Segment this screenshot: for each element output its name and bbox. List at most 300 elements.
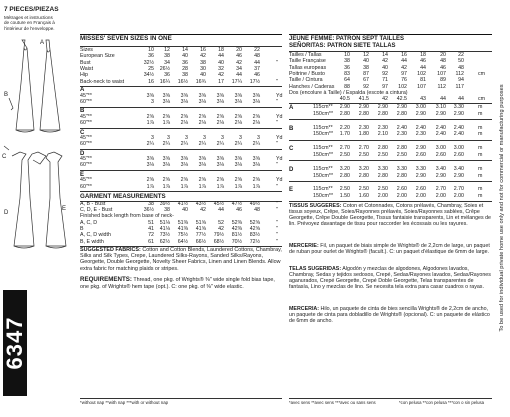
- yardage-cell: 2⅛: [198, 120, 206, 127]
- instruction-line: de couture en Français à: [4, 20, 55, 26]
- yardage-cell: 2.40: [453, 124, 464, 131]
- size-cell: 44: [401, 58, 407, 65]
- yardage-cell: 3⅛: [234, 99, 242, 106]
- size-cell: 42: [200, 53, 206, 60]
- size-cell: 94: [458, 77, 464, 84]
- requirements-label: REQUIREMENTS:: [80, 276, 132, 284]
- size-row-label: Hanches / Caderas: [289, 83, 335, 90]
- table-title: MISSES' SEVEN SIZES IN ONE: [80, 35, 172, 42]
- yardage-cell: 2.00: [396, 193, 407, 200]
- size-row-label: Bust: [80, 59, 91, 66]
- yardage-cell: 2.90: [415, 172, 426, 179]
- table-title-fr: JEUNE FEMME: PATRON SEPT TAILLES: [289, 36, 405, 42]
- view-letter: E: [289, 187, 294, 194]
- size-cell: 112: [437, 83, 446, 90]
- yardage-cell: 2.00: [415, 193, 426, 200]
- yardage-cell: 2.90: [415, 110, 426, 117]
- yardage-row-label: 45"**: [80, 177, 92, 184]
- length-cell: 64½: [177, 238, 188, 245]
- size-cell: 14: [182, 47, 188, 53]
- view-letter: E: [80, 171, 85, 178]
- size-cell: 17¼: [231, 78, 242, 85]
- size-cell: 112: [455, 70, 464, 77]
- length-cell: 62½: [159, 238, 170, 245]
- yardage-cell: 2¼: [234, 141, 242, 148]
- garment-cell: 38: [164, 207, 170, 214]
- yardage-cell: 2.90: [358, 103, 369, 110]
- french-instructions-note: [4, 15, 55, 31]
- yardage-cell: 2⅝: [252, 177, 260, 184]
- view-label-c: C: [2, 154, 7, 160]
- size-cell: 76: [401, 77, 407, 84]
- yardage-cell: 2.90: [453, 172, 464, 179]
- size-cell: 42.5: [396, 96, 407, 103]
- size-cell: 44: [458, 96, 464, 103]
- unit-mark: ": [276, 162, 278, 169]
- yardage-cell: 2¼: [216, 141, 224, 148]
- size-cell: 42: [382, 58, 388, 65]
- length-cell: 70½: [231, 238, 242, 245]
- yardage-cell: 2.40: [435, 124, 446, 131]
- unit-m: m: [478, 165, 483, 172]
- size-cell: 10: [344, 52, 350, 58]
- size-cell: 46: [254, 72, 260, 79]
- view-rule: [80, 107, 282, 108]
- size-cell: 42: [236, 59, 242, 66]
- garment-cell: 47½: [231, 200, 242, 207]
- yardage-cell: 3.30: [377, 165, 388, 172]
- yardage-cell: 2.80: [358, 110, 369, 117]
- yardage-cell: 2.40: [435, 131, 446, 138]
- view-rule: [289, 160, 492, 161]
- view-label-e: E: [62, 206, 67, 212]
- size-cell: 97: [401, 70, 407, 77]
- size-cell: 17½: [249, 78, 260, 85]
- size-cell: 10: [148, 47, 154, 53]
- yardage-cell: 3: [167, 135, 170, 141]
- yardage-row-label: 115cm**: [313, 103, 333, 110]
- size-cell: 40: [182, 53, 188, 60]
- yardage-cell: 2.80: [377, 172, 388, 179]
- size-cell: 44: [236, 72, 242, 79]
- merceria-text: Hilo, un paquete de cinta de bies sencilla Wrights® de 2,2cm de ancho, un paquete de cinta para dobladillo de Wrights® (opcional). C: un paquete de elástico de 6mm de ancho.: [289, 305, 490, 324]
- telas-label: TELAS SUGERIDAS:: [289, 265, 342, 272]
- yardage-cell: 2⅝: [162, 177, 170, 184]
- length-cell: 81½: [231, 232, 242, 239]
- suggested-fabrics-label: SUGGESTED FABRICS:: [80, 247, 141, 254]
- yardage-cell: 2¼: [162, 141, 170, 148]
- length-cell: 42: [218, 226, 224, 232]
- length-cell: 52⅜: [231, 219, 242, 226]
- size-row-label: Tailles / Tallas: [289, 52, 322, 58]
- yardage-cell: 3: [151, 99, 154, 106]
- size-cell: 71: [382, 77, 388, 84]
- size-cell: 38: [164, 53, 170, 60]
- yardage-cell: 3⅝: [234, 92, 242, 99]
- length-cell: 41: [148, 226, 154, 232]
- yardage-cell: 1.70: [339, 131, 350, 138]
- garment-row-label: A, B - Bust: [80, 200, 106, 207]
- length-cell: 83½: [249, 232, 260, 239]
- yardage-cell: 2.90: [415, 145, 426, 152]
- size-cell: 36: [344, 64, 350, 71]
- size-cell: 92: [363, 83, 369, 90]
- yardage-cell: 3⅛: [216, 162, 224, 169]
- size-cell: 16¼: [159, 78, 170, 85]
- view-rule: [289, 181, 492, 182]
- length-cell: 72: [148, 232, 154, 239]
- title-rule: [80, 46, 282, 47]
- yardage-cell: 2⅛: [234, 120, 242, 127]
- mercerie-text: Fil, un paquet de biais simple de Wrights® de 2,2cm de large, un paquet de ruban pour ourlet de Wrights® (facult.). C: un paquet d'élastique de 6mm de large.: [289, 242, 490, 255]
- unit-mark: Yd: [276, 113, 283, 120]
- garment-cell: 49½: [249, 200, 260, 207]
- merceria-paragraph: [289, 307, 492, 325]
- unit-m: m: [478, 103, 483, 110]
- yardage-cell: 2.60: [435, 151, 446, 158]
- unit-m: m: [478, 124, 483, 131]
- unit-mark: Yd: [276, 92, 283, 99]
- size-cell: 32½: [143, 59, 154, 66]
- yardage-cell: 2.00: [435, 193, 446, 200]
- size-cell: 28: [182, 65, 188, 72]
- yardage-cell: 2.90: [377, 103, 388, 110]
- garment-cell: 40: [182, 207, 188, 214]
- yardage-cell: 2.40: [415, 124, 426, 131]
- tissus-label: TISSUS SUGGERES:: [289, 202, 342, 209]
- view-rule: [289, 140, 492, 141]
- size-cell: 16: [200, 47, 206, 53]
- size-row-label: Taille / Cintura: [289, 77, 323, 84]
- view-label-b: B: [4, 92, 9, 98]
- yardage-cell: 2.40: [453, 131, 464, 138]
- yardage-cell: 1.50: [339, 193, 350, 200]
- length-cell: 72½: [249, 238, 260, 245]
- yardage-cell: 3.20: [339, 165, 350, 172]
- telas-text: Algodón y mezclas de algodones, Algodones lavados, Chambray, Sedas y tejidos sedosos, Crepé, Sedas/Rayones lavados, Sedas/Rayones aganurados, Crepé Georgette, Crepé Doble Georgette, Telas transparentes de fantasía, Lino y mezclas de lino. Se necesita tela extra para casar cuadros o rayas.: [289, 265, 491, 290]
- yardage-cell: 2⅝: [252, 113, 260, 120]
- size-cell: 46: [440, 64, 446, 71]
- size-cell: 44: [420, 64, 426, 71]
- unit-m: m: [478, 193, 483, 200]
- size-cell: 40: [382, 64, 388, 71]
- size-cell: 32: [218, 65, 224, 72]
- yardage-row-label: 115cm**: [313, 145, 333, 152]
- size-cell: 20: [236, 47, 242, 53]
- view-letter: C: [80, 129, 85, 136]
- yardage-row-label: 150cm**: [313, 193, 334, 200]
- size-cell: 97: [382, 83, 388, 90]
- size-cell: 81: [420, 77, 426, 84]
- size-cell: 102: [398, 83, 407, 90]
- size-row-label: Taille Française: [289, 58, 326, 65]
- yardage-row-label: 60"**: [80, 141, 92, 148]
- size-cell: 117: [455, 83, 464, 90]
- yardage-cell: 3⅝: [216, 92, 224, 99]
- view-letter: B: [80, 108, 85, 115]
- size-cell: 16: [401, 52, 407, 58]
- pieces-count: 7 PIECES/PIEZAS: [4, 6, 59, 13]
- yardage-cell: 2⅝: [216, 113, 224, 120]
- size-cell: 44: [218, 53, 224, 60]
- size-cell: 36: [164, 72, 170, 79]
- yardage-cell: 2.50: [396, 151, 407, 158]
- unit-m: m: [478, 151, 483, 158]
- footnote-rule: [289, 398, 492, 399]
- length-cell: 51⅜: [177, 219, 188, 226]
- size-cell: 48: [254, 53, 260, 60]
- yardage-cell: 3⅝: [162, 92, 170, 99]
- unit-m: m: [478, 145, 483, 152]
- yardage-cell: 1⅞: [234, 183, 242, 190]
- yardage-cell: 1.60: [358, 193, 369, 200]
- view-rule: [289, 119, 492, 120]
- size-cell: 44: [440, 96, 446, 103]
- length-row-label: B: [80, 226, 84, 232]
- yardage-cell: 3⅛: [252, 99, 260, 106]
- size-cell: 22: [458, 52, 464, 58]
- length-cell: 52: [218, 219, 224, 226]
- yardage-cell: 2.90: [435, 172, 446, 179]
- yardage-cell: 2¼: [180, 141, 188, 148]
- size-row-label: Back-neck to waist: [80, 78, 125, 85]
- unit-mark: Yd: [276, 156, 283, 163]
- unit-mark: ": [276, 200, 278, 207]
- size-row-label: Sizes: [80, 47, 93, 53]
- yardage-row-label: 150cm**: [313, 151, 334, 158]
- yardage-cell: 3: [203, 135, 206, 141]
- size-cell: 18: [218, 47, 224, 53]
- garment-sketches: [0, 38, 76, 270]
- sizes-rule: [80, 86, 282, 87]
- pattern-number-text: 6347: [2, 316, 27, 370]
- size-cell: 46: [420, 58, 426, 65]
- size-cell: 46: [236, 53, 242, 60]
- unit-mark: Yd: [276, 177, 283, 184]
- length-cell: 68½: [213, 238, 224, 245]
- view-letter: A: [80, 87, 85, 94]
- tissus-text: Coton et Cotonnades, Cotons prélavés, Chambray, Soies et tissus soyeux, Crêpe, Soies/Rayonnes prélavés, Soies/Rayonnes sablées, Crêpe Georgette, Crêpe Double Georgette, Tissus fantaisie transparents, Lin et mélanges de lin. Prévoyez davantage de tissu pour raccorder les écossais ou les rayures.: [289, 202, 491, 227]
- yardage-cell: 2.60: [415, 151, 426, 158]
- length-row-label: A, C, D width: [80, 232, 111, 239]
- yardage-cell: 2.70: [435, 186, 446, 193]
- yardage-cell: 2¼: [198, 141, 206, 148]
- yardage-row-label: 60"**: [80, 99, 92, 106]
- yardage-row-label: 150cm**: [313, 172, 334, 179]
- length-cell: 77½: [195, 232, 206, 239]
- length-cell: 51⅝: [195, 219, 206, 226]
- yardage-cell: 3.40: [453, 165, 464, 172]
- unit-cm: cm: [478, 70, 486, 77]
- yardage-cell: 2.80: [339, 172, 350, 179]
- yardage-cell: 2.00: [453, 193, 464, 200]
- size-cell: 22: [254, 47, 260, 53]
- yardage-cell: 3⅛: [198, 162, 206, 169]
- garment-cell: 38: [148, 200, 154, 207]
- view-letter: C: [289, 146, 294, 153]
- size-cell: 50: [458, 58, 464, 65]
- yardage-cell: 2⅝: [162, 113, 170, 120]
- size-cell: 34½: [143, 72, 154, 79]
- size-cell: 36: [182, 59, 188, 66]
- yardage-row-label: 150cm**: [313, 131, 334, 138]
- length-row-label: B, E width: [80, 238, 104, 245]
- yardage-cell: 2.90: [339, 103, 350, 110]
- size-row-label: Waist: [80, 65, 94, 72]
- size-cell: 34: [164, 59, 170, 66]
- garment-row-label: C, D, E - Bust: [80, 207, 113, 214]
- view-letter: D: [289, 166, 294, 173]
- yardage-cell: 1⅞: [198, 183, 206, 190]
- yardage-cell: 2.80: [377, 145, 388, 152]
- yardage-cell: 3⅛: [162, 99, 170, 106]
- yardage-cell: 3⅛: [162, 162, 170, 169]
- length-cell: 52⅝: [249, 219, 260, 226]
- length-row-label: A, C, D: [80, 219, 98, 226]
- length-cell: 51: [148, 219, 154, 226]
- size-cell: 18: [420, 52, 426, 58]
- unit-mark: ": [276, 207, 278, 214]
- yardage-cell: 2.30: [358, 124, 369, 131]
- yardage-cell: 3⅛: [146, 162, 154, 169]
- length-cell: 42⅜: [231, 226, 242, 232]
- yardage-cell: 2.50: [358, 186, 369, 193]
- unit-cm: cm: [478, 96, 486, 103]
- size-cell: 40: [200, 72, 206, 79]
- size-cell: 88: [344, 83, 350, 90]
- yardage-cell: 3⅝: [252, 92, 260, 99]
- yardage-cell: 3.00: [453, 145, 464, 152]
- size-row-label: European Size: [80, 53, 115, 60]
- unit-mark: ": [276, 141, 278, 148]
- yardage-cell: 3⅛: [234, 162, 242, 169]
- merceria-label: MERCERIA:: [289, 305, 320, 312]
- length-cell: 42⅝: [249, 226, 260, 232]
- yardage-cell: 3: [221, 135, 224, 141]
- yardage-cell: 3⅝: [180, 156, 188, 163]
- yardage-cell: 2.70: [339, 145, 350, 152]
- yardage-cell: 3.30: [453, 103, 464, 110]
- yardage-cell: 2.50: [339, 186, 350, 193]
- size-cell: 107: [437, 70, 446, 77]
- yardage-cell: 2.80: [377, 110, 388, 117]
- yardage-cell: 3⅛: [180, 99, 188, 106]
- yardage-cell: 2.90: [453, 110, 464, 117]
- size-cell: 38: [363, 64, 369, 71]
- size-cell: 83: [344, 70, 350, 77]
- yardage-cell: 3⅛: [252, 162, 260, 169]
- yardage-row-label: 45"**: [80, 113, 92, 120]
- table-title-es: SEÑORITAS: PATRON SIETE TALLAS: [289, 43, 396, 49]
- size-row-label: Tallas europeas: [289, 64, 327, 71]
- length-cell: 61: [148, 238, 154, 245]
- size-cell: 41.5: [358, 96, 369, 103]
- size-cell: 26½: [159, 65, 170, 72]
- yardage-cell: 3⅝: [252, 156, 260, 163]
- length-cell: 75½: [177, 232, 188, 239]
- footnote: *without nap **with nap ***with or without nap: [80, 400, 169, 405]
- yardage-cell: 3⅛: [180, 162, 188, 169]
- yardage-cell: 3: [239, 135, 242, 141]
- yardage-cell: 2⅛: [180, 120, 188, 127]
- yardage-cell: 1⅞: [146, 120, 154, 127]
- view-letter: D: [80, 150, 85, 157]
- yardage-cell: 3⅝: [198, 92, 206, 99]
- yardage-cell: 2.30: [415, 131, 426, 138]
- yardage-cell: 2.10: [377, 131, 388, 138]
- yardage-cell: 3⅝: [162, 156, 170, 163]
- size-cell: 92: [382, 70, 388, 77]
- size-cell: 34: [236, 65, 242, 72]
- yardage-row-label: 45"**: [80, 135, 92, 141]
- yardage-cell: 3.30: [415, 165, 426, 172]
- size-cell: 102: [417, 70, 426, 77]
- yardage-row-label: 115cm**: [313, 186, 333, 193]
- length-cell: 41⅝: [195, 226, 206, 232]
- size-cell: 40: [363, 58, 369, 65]
- yardage-cell: 2⅝: [234, 113, 242, 120]
- view-letter: B: [289, 125, 294, 132]
- yardage-cell: 3.40: [435, 165, 446, 172]
- size-cell: 44: [254, 59, 260, 66]
- yardage-cell: 2.50: [339, 151, 350, 158]
- usage-side-note: [496, 4, 508, 412]
- yardage-row-label: 115cm**: [313, 165, 333, 172]
- yardage-cell: 3.00: [415, 103, 426, 110]
- size-cell: 40.5: [339, 96, 350, 103]
- yardage-cell: 2.50: [377, 151, 388, 158]
- yardage-cell: 3.00: [435, 145, 446, 152]
- unit-mark: ": [276, 78, 278, 85]
- garment-cell: 43½: [195, 200, 206, 207]
- yardage-cell: 2.80: [339, 110, 350, 117]
- size-cell: 38: [200, 59, 206, 66]
- pattern-number: [3, 290, 27, 396]
- yardage-cell: 1⅞: [146, 183, 154, 190]
- yardage-cell: 2.70: [358, 145, 369, 152]
- requirements-text: Thread, one pkg. of Wrights® ⅜" wide single fold bias tape, one pkg. of Wrights® hem tape (opt.). C: one pkg. of ⅜" wide elastic.: [80, 277, 275, 291]
- size-row-label: Dos (encolure à Taille) / Espalda (escote a cintura): [289, 89, 408, 96]
- yardage-row-label: 45"**: [80, 156, 92, 163]
- unit-mark: ": [276, 226, 278, 232]
- telas-paragraph: [289, 267, 492, 291]
- yardage-cell: 1⅞: [162, 183, 170, 190]
- yardage-cell: 2.80: [358, 172, 369, 179]
- yardage-cell: 2.90: [435, 110, 446, 117]
- yardage-cell: 2.70: [453, 186, 464, 193]
- suggested-fabrics: [80, 247, 282, 271]
- yardage-cell: 2.90: [396, 103, 407, 110]
- size-cell: 17: [218, 78, 224, 85]
- size-cell: 25: [148, 65, 154, 72]
- size-cell: 42: [382, 96, 388, 103]
- yardage-cell: 3⅝: [198, 156, 206, 163]
- yardage-cell: 1⅞: [162, 120, 170, 127]
- yardage-cell: 3: [151, 135, 154, 141]
- yardage-cell: 2⅝: [216, 177, 224, 184]
- length-cell: 41⅛: [159, 226, 170, 232]
- yardage-cell: 2⅛: [216, 120, 224, 127]
- length-cell: 66½: [195, 238, 206, 245]
- yardage-row-label: 115cm**: [313, 124, 333, 131]
- unit-mark: ": [276, 59, 278, 66]
- instruction-line: l'intérieur de l'enveloppe.: [4, 25, 55, 31]
- size-cell: 37: [254, 65, 260, 72]
- usage-side-note-text: To be used for individual private home use only and not for commercial or manufacturing purposes: [499, 84, 505, 332]
- unit-mark: ": [276, 232, 278, 239]
- suggested-fabrics-text: Cotton and Cotton Blends, Laundered Cottons, Chambray, Silks and Silk Types, Crepe, Laundered Silks-Rayons, Sanded Silks/Rayons, Georgette, Double Georgette, Novelty Sheer Fabrics, Linen and Linen Blends. Allow extra fabric for matching plaids or stripes.: [80, 247, 282, 272]
- size-row-label: Hip: [80, 72, 88, 79]
